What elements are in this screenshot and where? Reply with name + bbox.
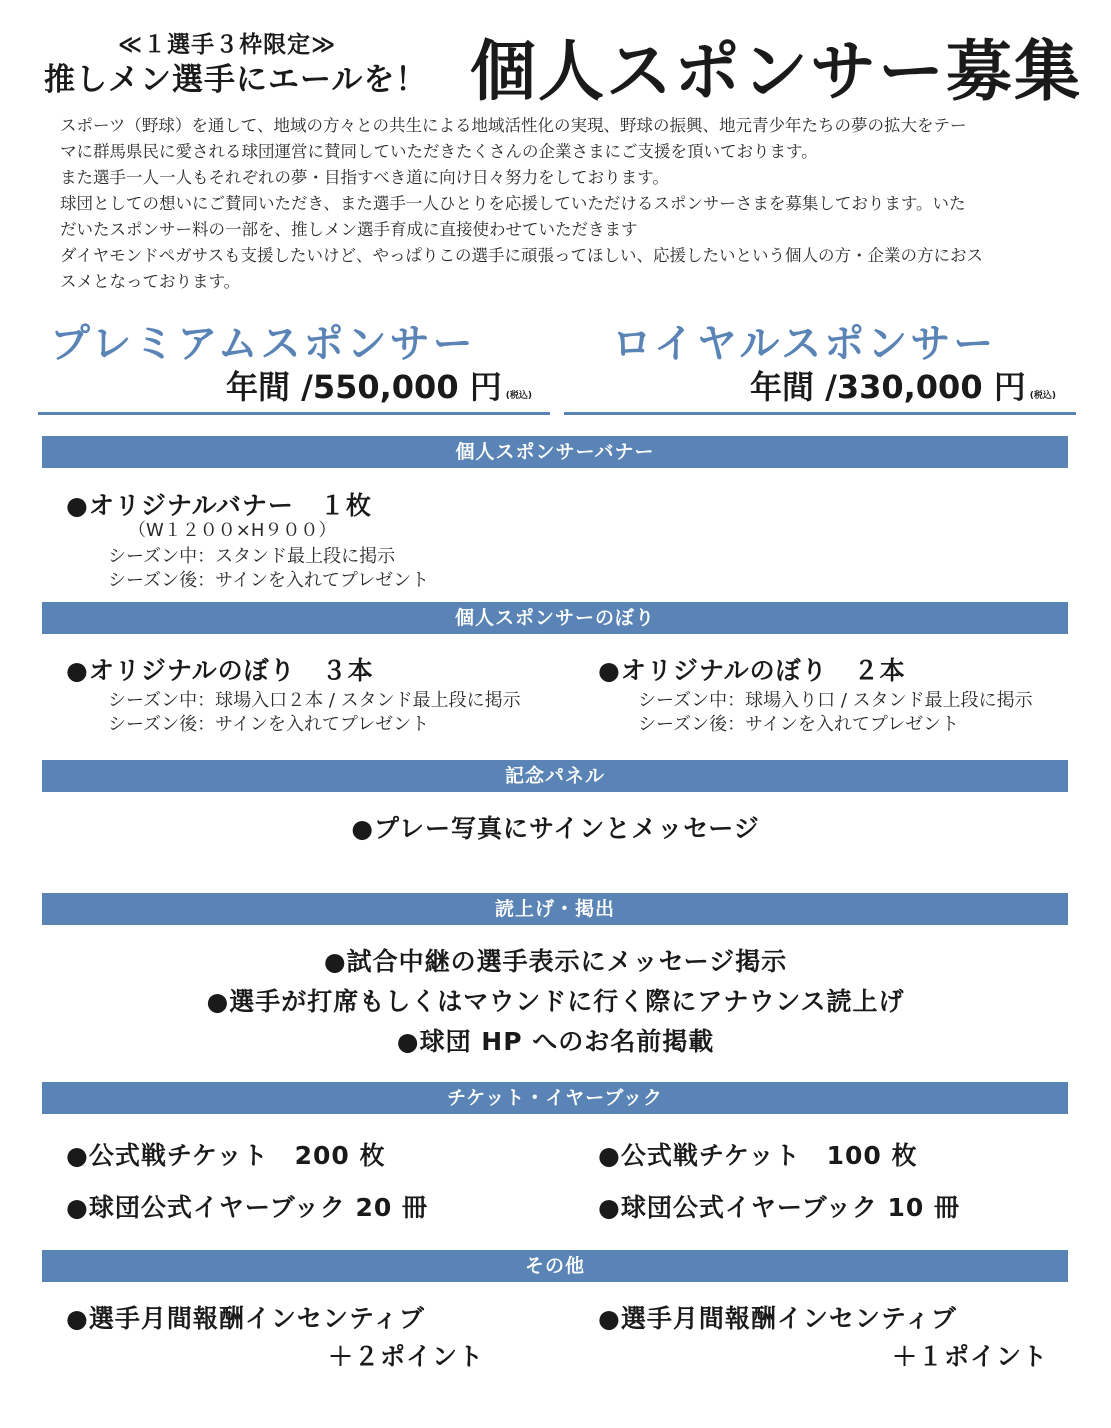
- intro-line: マに群馬県民に愛される球団運営に賛同していただきたくさんの企業さまにご支援を頂いております。: [60, 142, 818, 161]
- page-title: 個人スポンサー募集: [470, 33, 1082, 110]
- announce-item: ●球団 HP へのお名前掲載: [396, 1027, 715, 1056]
- section-bar-tickets: チケット・イヤーブック: [42, 1082, 1068, 1114]
- premium-yearbook: ●球団公式イヤーブック 20 冊: [66, 1193, 429, 1222]
- section-bar-announce: 読上げ・掲出: [42, 893, 1068, 925]
- banner-size: （W１２００×H９００）: [128, 520, 337, 541]
- premium-price-text: 年間 /550,000 円: [226, 368, 502, 406]
- premium-tier-price: [226, 362, 532, 408]
- limited-slots-note: ≪１選手３枠限定≫: [118, 32, 337, 58]
- royal-incentive-points: ＋１ポイント: [892, 1342, 1049, 1371]
- royal-nobori-item: ●オリジナルのぼり ２本: [598, 656, 906, 685]
- royal-yearbook: ●球団公式イヤーブック 10 冊: [598, 1193, 961, 1222]
- intro-line: スメとなっております。: [60, 272, 241, 291]
- royal-nobori-during: シーズン中：球場入り口 / スタンド最上段に掲示: [638, 690, 1033, 711]
- royal-incentive: ●選手月間報酬インセンティブ: [598, 1304, 957, 1333]
- section-bar-banner: 個人スポンサーバナー: [42, 436, 1068, 468]
- premium-tickets: ●公式戦チケット 200 枚: [66, 1141, 386, 1170]
- banner-item: ●オリジナルバナー １枚: [66, 491, 372, 520]
- section-bar-panel: 記念パネル: [42, 760, 1068, 792]
- banner-after-season: シーズン後：サインを入れてプレゼント: [108, 570, 430, 591]
- premium-tax-label: (税込): [505, 391, 532, 401]
- premium-incentive-points: ＋２ポイント: [328, 1342, 485, 1371]
- cheer-headline: 推しメン選手にエールを！: [44, 62, 428, 98]
- announce-item: ●試合中継の選手表示にメッセージ掲示: [323, 947, 788, 976]
- banner-during-season: シーズン中：スタンド最上段に掲示: [108, 546, 396, 567]
- premium-nobori-after: シーズン後：サインを入れてプレゼント: [108, 714, 430, 735]
- section-bar-other: その他: [42, 1250, 1068, 1282]
- panel-item: ●プレー写真にサインとメッセージ: [351, 814, 760, 843]
- royal-tax-label: (税込): [1029, 391, 1056, 401]
- premium-incentive: ●選手月間報酬インセンティブ: [66, 1304, 425, 1333]
- royal-price-text: 年間 /330,000 円: [750, 368, 1026, 406]
- royal-nobori-after: シーズン後：サインを入れてプレゼント: [638, 714, 960, 735]
- intro-line: ダイヤモンドペガサスも支援したいけど、やっぱりこの選手に頑張ってほしい、応援したいという個人の方・企業の方におス: [60, 246, 984, 265]
- premium-nobori-item: ●オリジナルのぼり ３本: [66, 656, 374, 685]
- premium-tier-name: プレミアムスポンサー: [50, 321, 476, 367]
- premium-divider: [38, 412, 550, 415]
- intro-line: また選手一人一人もそれぞれの夢・目指すべき道に向け日々努力をしております。: [60, 168, 669, 187]
- premium-nobori-during: シーズン中：球場入口２本 / スタンド最上段に掲示: [108, 690, 521, 711]
- section-bar-nobori: 個人スポンサーのぼり: [42, 602, 1068, 634]
- intro-text: [60, 113, 1060, 295]
- royal-tier-price: [750, 362, 1056, 408]
- intro-line: 球団としての想いにご賛同いただき、また選手一人ひとりを応援していただけるスポンサーさまを募集しております。いた: [60, 194, 966, 213]
- royal-tier-name: ロイヤルスポンサー: [612, 321, 997, 367]
- announce-item: ●選手が打席もしくはマウンドに行く際にアナウンス読上げ: [206, 987, 905, 1016]
- royal-divider: [564, 412, 1076, 415]
- intro-line: スポーツ（野球）を通して、地域の方々との共生による地域活性化の実現、野球の振興、地元青少年たちの夢の拡大をテー: [60, 116, 967, 135]
- intro-line: だいたスポンサー料の一部を、推しメン選手育成に直接使わせていただきます: [60, 220, 638, 239]
- royal-tickets: ●公式戦チケット 100 枚: [598, 1141, 918, 1170]
